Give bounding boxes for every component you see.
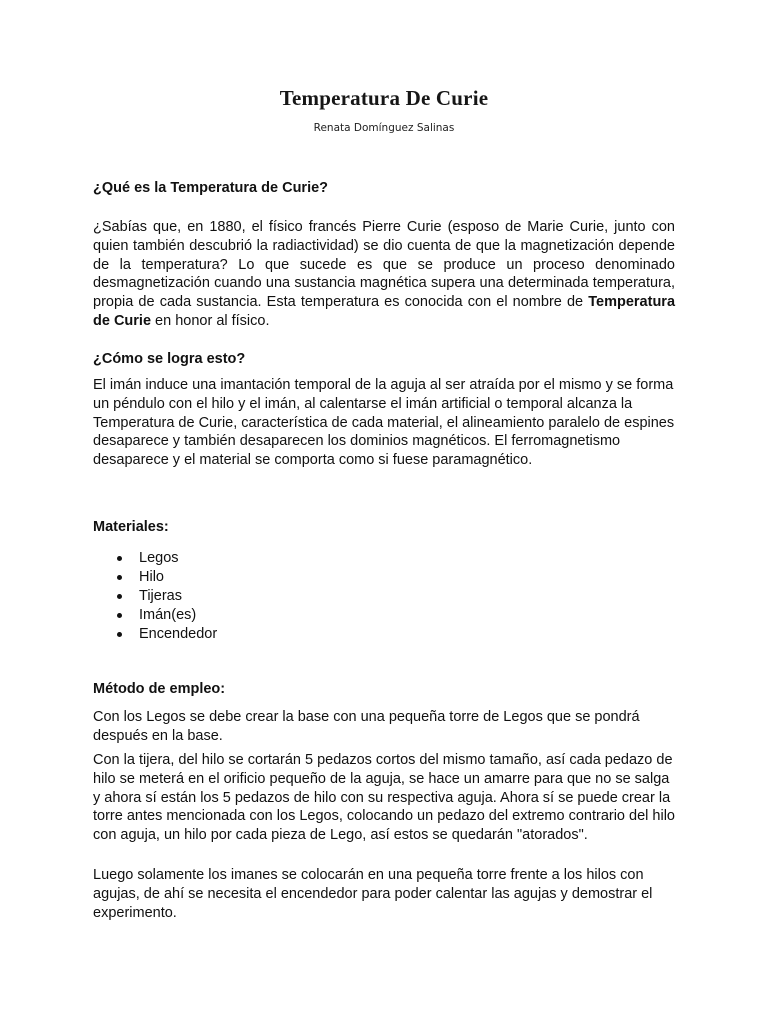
bullet-icon — [117, 594, 122, 599]
heading-materiales: Materiales: — [93, 519, 169, 535]
list-item — [93, 625, 217, 644]
author-name: Renata Domínguez Salinas — [313, 122, 455, 134]
heading-que-es: ¿Qué es la Temperatura de Curie? — [93, 180, 329, 196]
bullet-icon — [117, 613, 122, 618]
list-item-label: Tijeras — [139, 588, 182, 604]
paragraph-metodo-3: Luego solamente los imanes se colocarán en una pequeña torre frente a los hilos con agujas, de ahí se necesita el encendedor para poder calentar las agujas y demostrar el experimento. — [93, 867, 653, 921]
list-item-label: Hilo — [139, 569, 164, 585]
list-item-label: Legos — [139, 550, 179, 566]
list-item-label: Encendedor — [139, 626, 218, 642]
paragraph-intro — [93, 218, 675, 331]
paragraph-intro-text: ¿Sabías que, en 1880, el físico francés Pierre Curie (esposo de Marie Curie, junto con quien también descubrió la radiactividad) se dio cuenta de que la magnetización depende de la temperatura? Lo que sucede es que se produce un proceso denominado desmagnetización cuando una sustancia magnética supera una determinada temperatura, propia de cada sustancia. Esta temperatura es conocida con el nombre de — [93, 219, 675, 311]
heading-como-se-logra: ¿Cómo se logra esto? — [93, 351, 246, 367]
paragraph-intro-bold: Temperatura de Curie — [93, 294, 676, 329]
list-item-label: Imán(es) — [139, 607, 197, 623]
list-item — [93, 606, 217, 625]
paragraph-metodo-1: Con los Legos se debe crear la base con una pequeña torre de Legos que se pondrá después en la base. — [93, 709, 640, 744]
paragraph-metodo-2: Con la tijera, del hilo se cortarán 5 pedazos cortos del mismo tamaño, así cada pedazo de hilo se meterá en el orificio pequeño de la aguja, se hace un amarre para que no se salga y ahora sí están los 5 pedazos de hilo con su respectiva aguja. Ahora sí se puede crear la torre antes mencionada con los Legos, colocando un pedazo del extremo contrario del hilo con aguja, un hilo por cada pieza de Lego, así estos se quedarán "atorados". — [93, 752, 675, 844]
bullet-icon — [117, 556, 122, 561]
materials-list — [93, 549, 217, 644]
list-item — [93, 568, 217, 587]
bullet-icon — [117, 575, 122, 580]
paragraph-intro-end: en honor al físico. — [151, 312, 270, 329]
bullet-icon — [117, 632, 122, 637]
list-item — [93, 587, 217, 606]
list-item — [93, 549, 217, 568]
document-title: Temperatura De Curie — [279, 86, 489, 110]
heading-metodo: Método de empleo: — [93, 681, 226, 697]
paragraph-como: El imán induce una imantación temporal de la aguja al ser atraída por el mismo y se forma un péndulo con el hilo y el imán, al calentarse el imán artificial o temporal alcanza la Temperatura de Curie, característica de cada material, el alineamiento paralelo de espines desaparece y también desaparecen los dominios magnéticos. El ferromagnetismo desaparece y el material se comporta como si fuese paramagnético. — [93, 377, 675, 469]
